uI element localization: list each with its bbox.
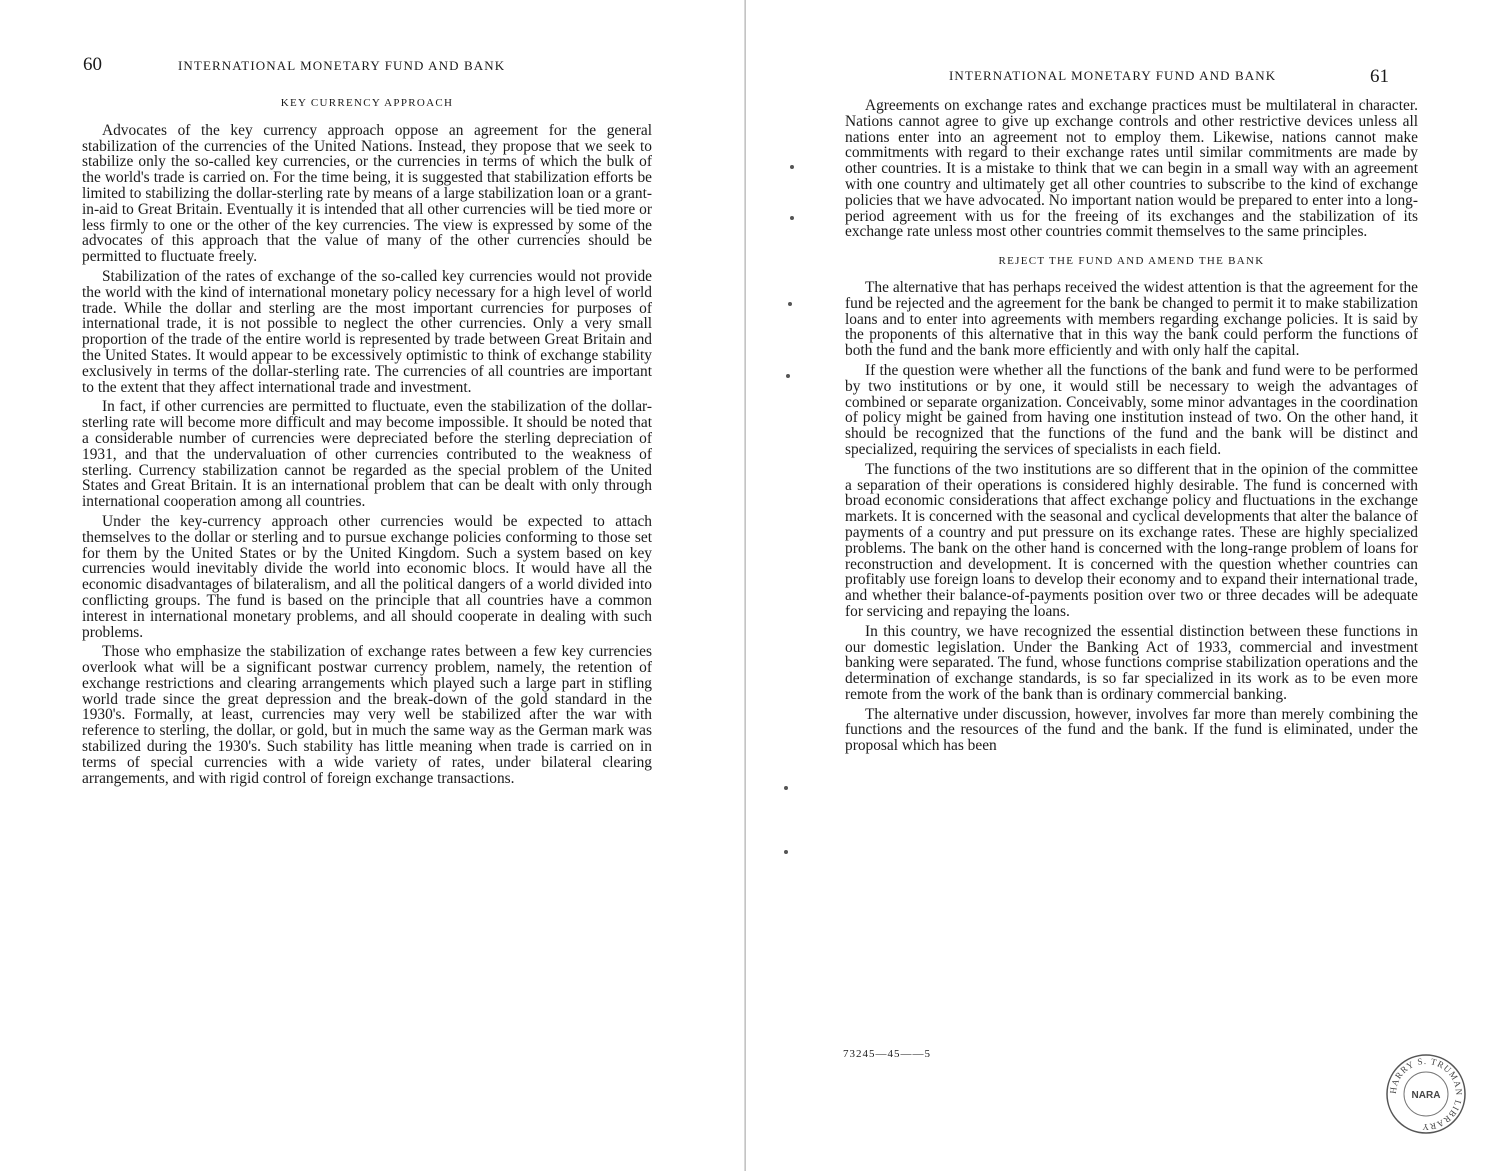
left-page: [0, 0, 745, 1171]
paragraph: In this country, we have recognized the essential distinction between these functions in our domestic legislation. Under the Banking Act of 1933, commercial and investment banking were separated. The fund, whose functions comprise stabilization operations and the determination of exchange standards, is so far specialized in its work as to be even more remote from the work of the bank than is ordinary commercial banking.: [845, 622, 1418, 703]
section-heading: REJECT THE FUND AND AMEND THE BANK: [998, 255, 1265, 268]
left-page-body: [82, 96, 652, 790]
scan-speck: [788, 302, 792, 306]
scan-speck: [790, 216, 794, 220]
paragraph: The alternative that has perhaps received the widest attention is that the agreement for the fund be rejected and the agreement for the bank be changed to permit it to make stabilization loans and to enter into agreements with members regarding exchange policies. It is said by the proponents of this alternative that in this way the bank could perform the functions of both the fund and the bank more efficiently and with only half the capital.: [845, 278, 1418, 360]
paragraph: If the question were whether all the functions of the bank and fund were to be performed by two institutions or by one, it would still be necessary to weigh the advantages of combined or separate organization. Conceivably, some minor advantages in the coordination of policy might be gained from having one institution instead of two. On the other hand, it should be recognized that the functions of the fund and the bank will be distinct and specialized, requiring the services of specialists in each field.: [845, 361, 1418, 458]
paragraph: Advocates of the key currency approach oppose an agreement for the general stabilization of the currencies of the United Nations. Instead, they propose that we seek to stabilize only the so-called key currencies, or the currencies in terms of which the bulk of the world's trade is carried on. For the time being, it is suggested that stabilization efforts be limited to stabilizing the dollar-sterling rate by means of a large stabilization loan or a grant-in-aid to Great Britain. Eventually it is intended that all other currencies will be tied more or less firmly to one or the other of the key currencies. The view is expressed by some of the advocates of this approach that the value of many of the other currencies should be permitted to fluctuate freely.: [82, 121, 652, 266]
running-head: INTERNATIONAL MONETARY FUND AND BANK: [949, 68, 1277, 83]
scan-speck: [784, 850, 788, 854]
paragraph: Agreements on exchange rates and exchange practices must be multilateral in character. Nations cannot agree to give up exchange controls and other restrictive devices unless all nations enter into an agreement not to employ them. Likewise, nations cannot make commitments with regard to their exchange rates until similar commitments are made by other countries. It is a mistake to think that we can begin in a small way with an agreement with one country and ultimately get all other countries to subscribe to the kind of exchange policies that we have advocated. No important nation would be prepared to enter into a long-period agreement with us for the freeing of its exchanges and the stabilization of its exchange rate unless most other countries commit themselves to the same principles.: [845, 97, 1418, 241]
right-page: [746, 0, 1492, 1171]
paragraph: The functions of the two institutions are so different that in the opinion of the committee a separation of their operations is considered highly desirable. The fund is concerned with broad economic considerations that affect exchange policy and fluctuations in the exchange markets. It is concerned with the seasonal and cyclical developments that alter the balance of payments of a country and put pressure on its exchange rates. These are highly specialized problems. The bank on the other hand is concerned with the long-range problem of loans for reconstruction and development. It is concerned with the question whether countries can profitably use foreign loans to develop their economy and to expand their international trade, and whether their balance-of-payments position over two or three decades will be adequate for servicing and repaying the loans.: [845, 460, 1418, 620]
scan-speck: [790, 165, 794, 169]
page-number: 61: [1370, 66, 1389, 87]
paragraph: In fact, if other currencies are permitted to fluctuate, even the stabilization of the dollar-sterling rate will become more difficult and may become impossible. It should be noted that a considerable number of currencies were depreciated before the sterling depreciation of 1931, and that the undervaluation of other currencies contributed to the weakness of sterling. Currency stabilization cannot be regarded as the special problem of the United States and Great Britain. It is an international problem that can be dealt with only through international cooperation among all countries.: [82, 398, 652, 511]
page-number: 60: [83, 54, 102, 75]
paragraph: The alternative under discussion, however, involves far more than merely combining the functions and the resources of the fund and the bank. If the fund is eliminated, under the proposal which has been: [845, 705, 1418, 755]
paragraph: Stabilization of the rates of exchange of the so-called key currencies would not provide the world with the kind of international monetary policy necessary for a high level of world trade. While the dollar and sterling are the most important currencies for purposes of international trade, it is not possible to neglect the other currencies. Only a very small proportion of the trade of the entire world is represented by trade between Great Britain and the United States. It would appear to be excessively optimistic to think of exchange stability exclusively in terms of the dollar-sterling rate. The currencies of all countries are important to the extent that they affect international trade and investment.: [82, 267, 652, 396]
library-stamp-icon: [1384, 1052, 1468, 1136]
stamp-text: HARRY S. TRUMAN LIBRARY: [1387, 1055, 1465, 1133]
scan-speck: [784, 786, 788, 790]
print-code: 73245—45——5: [843, 1048, 931, 1060]
right-page-body: [845, 98, 1418, 758]
section-heading: KEY CURRENCY APPROACH: [280, 97, 454, 109]
running-head: INTERNATIONAL MONETARY FUND AND BANK: [178, 58, 506, 73]
paragraph: Under the key-currency approach other currencies would be expected to attach themselves to the dollar or sterling and to pursue exchange policies conforming to those set for them by the United States or by the United Kingdom. Such a system based on key currencies would inevitably divide the world into economic blocs. It would have all the economic disadvantages of bilateralism, and all the political dangers of a world divided into conflicting groups. The fund is based on the principle that all countries have a common interest in international monetary problems, and all should cooperate in dealing with such problems.: [82, 512, 652, 641]
paragraph: Those who emphasize the stabilization of exchange rates between a few key currencies overlook what will be a significant postwar currency problem, namely, the retention of exchange restrictions and clearing arrangements which played such a large part in stifling world trade since the great depression and the break-down of the gold standard in the 1930's. Formally, at least, currencies may very well be stabilized after the war with reference to sterling, the dollar, or gold, but in much the same way as the German mark was stabilized during the 1930's. Such stability has little meaning when trade is carried on in terms of special currencies with a wide variety of rates, under bilateral clearing arrangements, and with rigid control of foreign exchange transactions.: [82, 643, 652, 787]
stamp-center: NARA: [1411, 1090, 1441, 1101]
scan-speck: [786, 374, 790, 378]
